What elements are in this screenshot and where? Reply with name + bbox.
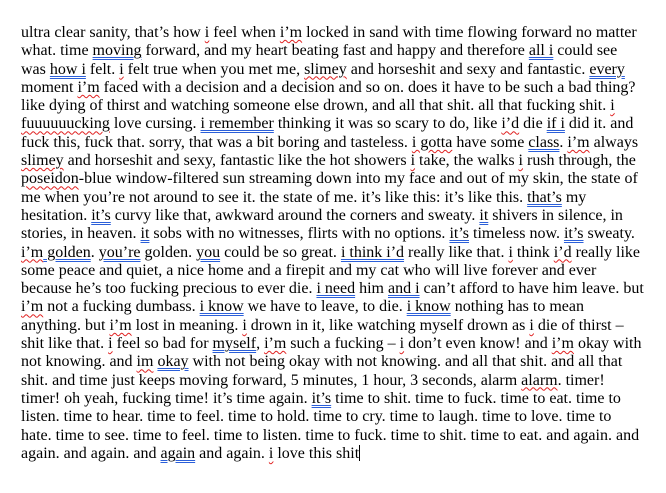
text-run: rush through, the bbox=[523, 152, 636, 170]
text-run: take, the walks bbox=[415, 152, 519, 170]
text-run: fuck this, fuck that. sorry, that was a bit boring and tasteless. bbox=[21, 133, 412, 151]
text-run: time to shit. time to fuck. time to eat. time to bbox=[331, 389, 621, 407]
spelling-error-mark[interactable]: i’m bbox=[21, 243, 44, 261]
text-run: have some bbox=[452, 133, 529, 151]
text-run: locked in sand with time flowing forward no matter bbox=[302, 24, 637, 41]
grammar-error-mark[interactable]: i think i’d bbox=[340, 243, 405, 261]
text-run: we have to leave, to die. bbox=[243, 298, 407, 316]
spelling-error-mark[interactable]: i’m bbox=[567, 133, 590, 151]
grammar-error-mark[interactable]: that’s bbox=[527, 188, 562, 206]
text-run: love this shit bbox=[273, 444, 360, 462]
grammar-error-mark[interactable]: okay bbox=[157, 353, 189, 371]
text-cursor bbox=[359, 445, 360, 461]
text-run: sobs with no witnesses, flirts with no options. bbox=[149, 225, 450, 243]
spelling-error-mark[interactable]: poseidon bbox=[21, 170, 79, 188]
text-run: timeless now. bbox=[469, 225, 564, 243]
text-run: felt. bbox=[85, 60, 120, 78]
text-run: because he’s too fucking precious to ever die. bbox=[21, 280, 317, 298]
grammar-error-mark[interactable]: i know bbox=[406, 298, 451, 316]
text-line[interactable] bbox=[21, 170, 661, 188]
text-line[interactable] bbox=[21, 408, 661, 426]
text-run: drown in it, like watching myself drown as bbox=[246, 316, 530, 334]
text-run: die bbox=[519, 115, 547, 133]
grammar-error-mark[interactable]: myself bbox=[212, 335, 257, 353]
spelling-error-mark[interactable]: i’m bbox=[109, 316, 132, 334]
grammar-error-mark[interactable]: it bbox=[479, 206, 489, 224]
text-run: die of thirst – bbox=[533, 316, 624, 334]
grammar-error-mark[interactable]: class bbox=[528, 133, 560, 151]
text-line[interactable] bbox=[21, 298, 661, 316]
text-line[interactable] bbox=[21, 61, 661, 79]
text-run: some peace and quiet, a nice home and a firepit and my cat who will live forever and ever bbox=[21, 261, 597, 279]
document-page[interactable] bbox=[21, 24, 661, 463]
text-run: always bbox=[589, 133, 639, 151]
text-run: could be so great. bbox=[220, 243, 341, 261]
text-line[interactable] bbox=[21, 152, 661, 170]
text-run: hesitation. bbox=[21, 206, 92, 224]
grammar-error-mark[interactable]: it bbox=[140, 225, 150, 243]
text-run: nothing has to mean bbox=[450, 298, 584, 316]
text-run: like dying of thirst and watching someone else drown, and all that shit. all that fucking shit. bbox=[21, 97, 611, 115]
spelling-error-mark[interactable]: alarm bbox=[521, 371, 558, 389]
text-run: . timer! bbox=[557, 371, 605, 389]
grammar-error-mark[interactable]: again bbox=[160, 444, 196, 462]
text-run: with not being okay with not knowing. and all that shit. and all that bbox=[188, 353, 623, 371]
grammar-error-mark[interactable]: golden bbox=[43, 243, 91, 261]
text-run: really like bbox=[571, 243, 640, 261]
text-run: not knowing. and bbox=[21, 353, 137, 371]
text-run: golden. bbox=[140, 243, 197, 261]
grammar-error-mark[interactable]: you’re bbox=[98, 243, 141, 261]
text-line[interactable] bbox=[21, 115, 661, 133]
spelling-error-mark[interactable]: i bbox=[529, 316, 534, 334]
spelling-error-mark[interactable]: i’d bbox=[553, 243, 572, 261]
text-run: can’t afford to have him leave. but bbox=[419, 280, 644, 298]
text-line[interactable] bbox=[21, 390, 661, 408]
text-line[interactable] bbox=[21, 134, 661, 152]
text-run: shit. and time just keeps moving forward, 5 minutes, 1 hour, 3 seconds, alarm bbox=[21, 371, 522, 389]
text-run: could see bbox=[553, 42, 618, 60]
text-run: anything. but bbox=[21, 316, 110, 334]
text-line[interactable] bbox=[21, 79, 661, 97]
grammar-error-mark[interactable]: and i bbox=[388, 280, 420, 298]
text-line[interactable] bbox=[21, 225, 661, 243]
text-run: me when you’re not around to see it. the state of me. it’s like this: it’s like this. bbox=[21, 188, 528, 206]
text-line[interactable] bbox=[21, 353, 661, 371]
spelling-error-mark[interactable]: i bbox=[410, 152, 416, 170]
spelling-error-mark[interactable]: i bbox=[399, 335, 405, 353]
grammar-error-mark[interactable]: i remember bbox=[200, 115, 274, 133]
text-run: what. time bbox=[21, 42, 93, 60]
spelling-error-mark[interactable]: i bbox=[268, 444, 274, 462]
text-run: not a fucking dumbass. bbox=[43, 298, 200, 316]
text-line[interactable] bbox=[21, 262, 661, 280]
spelling-error-mark[interactable]: i bbox=[204, 24, 210, 41]
text-run: him bbox=[355, 280, 388, 298]
text-run: feel so bad for bbox=[112, 335, 213, 353]
spelling-error-mark[interactable]: i’m bbox=[77, 78, 100, 96]
text-line[interactable] bbox=[21, 317, 661, 335]
grammar-error-mark[interactable]: i need bbox=[316, 280, 356, 298]
grammar-error-mark[interactable]: it’s bbox=[311, 389, 332, 407]
text-run: curvy like that, awkward around the corners and sweaty. bbox=[110, 206, 480, 224]
text-run: forward, and my heart beating fast and happy and therefore bbox=[141, 42, 529, 60]
text-run: my bbox=[561, 188, 587, 206]
text-run: faced with a decision and a decision and so on. does it have to be such a bad thing? bbox=[99, 78, 636, 96]
text-line[interactable] bbox=[21, 445, 661, 463]
text-line[interactable] bbox=[21, 42, 661, 60]
text-run: and horseshit and sexy and fantastic. bbox=[346, 60, 590, 78]
spelling-error-mark[interactable]: i’m bbox=[551, 335, 574, 353]
spelling-error-mark[interactable]: slimey bbox=[304, 60, 347, 78]
text-run: ultra clear sanity, that’s how bbox=[21, 24, 205, 41]
text-line[interactable] bbox=[21, 189, 661, 207]
grammar-error-mark[interactable]: it’s bbox=[449, 225, 469, 243]
grammar-error-mark[interactable]: it’s bbox=[563, 225, 584, 243]
spelling-error-mark[interactable]: i bbox=[119, 60, 124, 78]
text-run: thinking it was so scary to do, like bbox=[273, 115, 502, 133]
grammar-error-mark[interactable]: if i bbox=[546, 115, 565, 133]
text-run: shivers in silence, in bbox=[488, 206, 623, 224]
text-run: -blue window-filtered sun streaming down into my face and out of my skin, the state of bbox=[78, 170, 638, 188]
text-run: shit like that. bbox=[21, 335, 109, 353]
grammar-error-mark[interactable]: i know bbox=[199, 298, 244, 316]
text-run: really like that. bbox=[404, 243, 509, 261]
text-run: love cursing. bbox=[109, 115, 201, 133]
spelling-error-mark[interactable]: i’m bbox=[264, 335, 287, 353]
grammar-error-mark[interactable]: every bbox=[589, 60, 625, 78]
text-run: don’t even know! and bbox=[404, 335, 552, 353]
grammar-error-mark[interactable]: it’s bbox=[91, 206, 111, 224]
text-run: was bbox=[21, 60, 50, 78]
text-run: , bbox=[256, 335, 265, 353]
text-line[interactable] bbox=[21, 207, 661, 225]
text-run: and horseshit and sexy, fantastic like the hot showers bbox=[63, 152, 411, 170]
spelling-error-mark[interactable]: i bbox=[508, 243, 513, 261]
text-run: sweaty. bbox=[583, 225, 635, 243]
text-run: stories, in heaven. bbox=[21, 225, 141, 243]
spelling-error-mark[interactable]: i gotta bbox=[411, 133, 453, 151]
text-run: hate. time to see. time to feel. time to listen. time to fuck. time to shit. time to eat. and again. and bbox=[21, 426, 640, 444]
spelling-error-mark[interactable]: im bbox=[136, 353, 154, 371]
text-run: did it. and bbox=[564, 115, 634, 133]
text-line[interactable] bbox=[21, 280, 661, 298]
spelling-error-mark[interactable]: i bbox=[610, 97, 615, 115]
text-line[interactable] bbox=[21, 24, 661, 42]
grammar-error-mark[interactable]: how i bbox=[49, 60, 86, 78]
text-line[interactable] bbox=[21, 372, 661, 390]
spelling-error-mark[interactable]: i’d bbox=[501, 115, 520, 133]
text-run: feel when bbox=[209, 24, 280, 41]
text-run: . bbox=[559, 133, 568, 151]
text-run: moment bbox=[21, 78, 78, 96]
text-run: . bbox=[90, 243, 99, 261]
spelling-error-mark[interactable]: i’m bbox=[21, 298, 44, 316]
text-line[interactable] bbox=[21, 244, 661, 262]
grammar-error-mark[interactable]: you bbox=[196, 243, 221, 261]
text-run: and again. bbox=[195, 444, 269, 462]
spelling-error-mark[interactable]: i bbox=[242, 316, 247, 334]
text-run: timer! oh yeah, fucking time! it’s time again. bbox=[21, 389, 312, 407]
text-run: felt true when you met me, bbox=[123, 60, 305, 78]
text-run: listen. time to hear. time to feel. time to hold. time to cry. time to laugh. time to love. time to bbox=[21, 408, 612, 426]
text-run: such a fucking – bbox=[286, 335, 400, 353]
grammar-error-mark[interactable]: all i bbox=[528, 42, 554, 60]
text-run: think bbox=[512, 243, 554, 261]
grammar-error-mark[interactable]: moving bbox=[92, 42, 142, 60]
spelling-error-mark[interactable]: slimey bbox=[21, 152, 64, 170]
spelling-error-mark[interactable]: i bbox=[518, 152, 523, 170]
spelling-error-mark[interactable]: i’m bbox=[279, 24, 303, 41]
spelling-error-mark[interactable]: i bbox=[108, 335, 113, 353]
text-line[interactable] bbox=[21, 97, 661, 115]
text-run: okay with bbox=[573, 335, 642, 353]
text-run: lost in meaning. bbox=[131, 316, 243, 334]
text-line[interactable] bbox=[21, 335, 661, 353]
text-run: again. and again. and bbox=[21, 444, 161, 462]
text-line[interactable] bbox=[21, 427, 661, 445]
spelling-error-mark[interactable]: fuuuuuucking bbox=[21, 115, 110, 133]
